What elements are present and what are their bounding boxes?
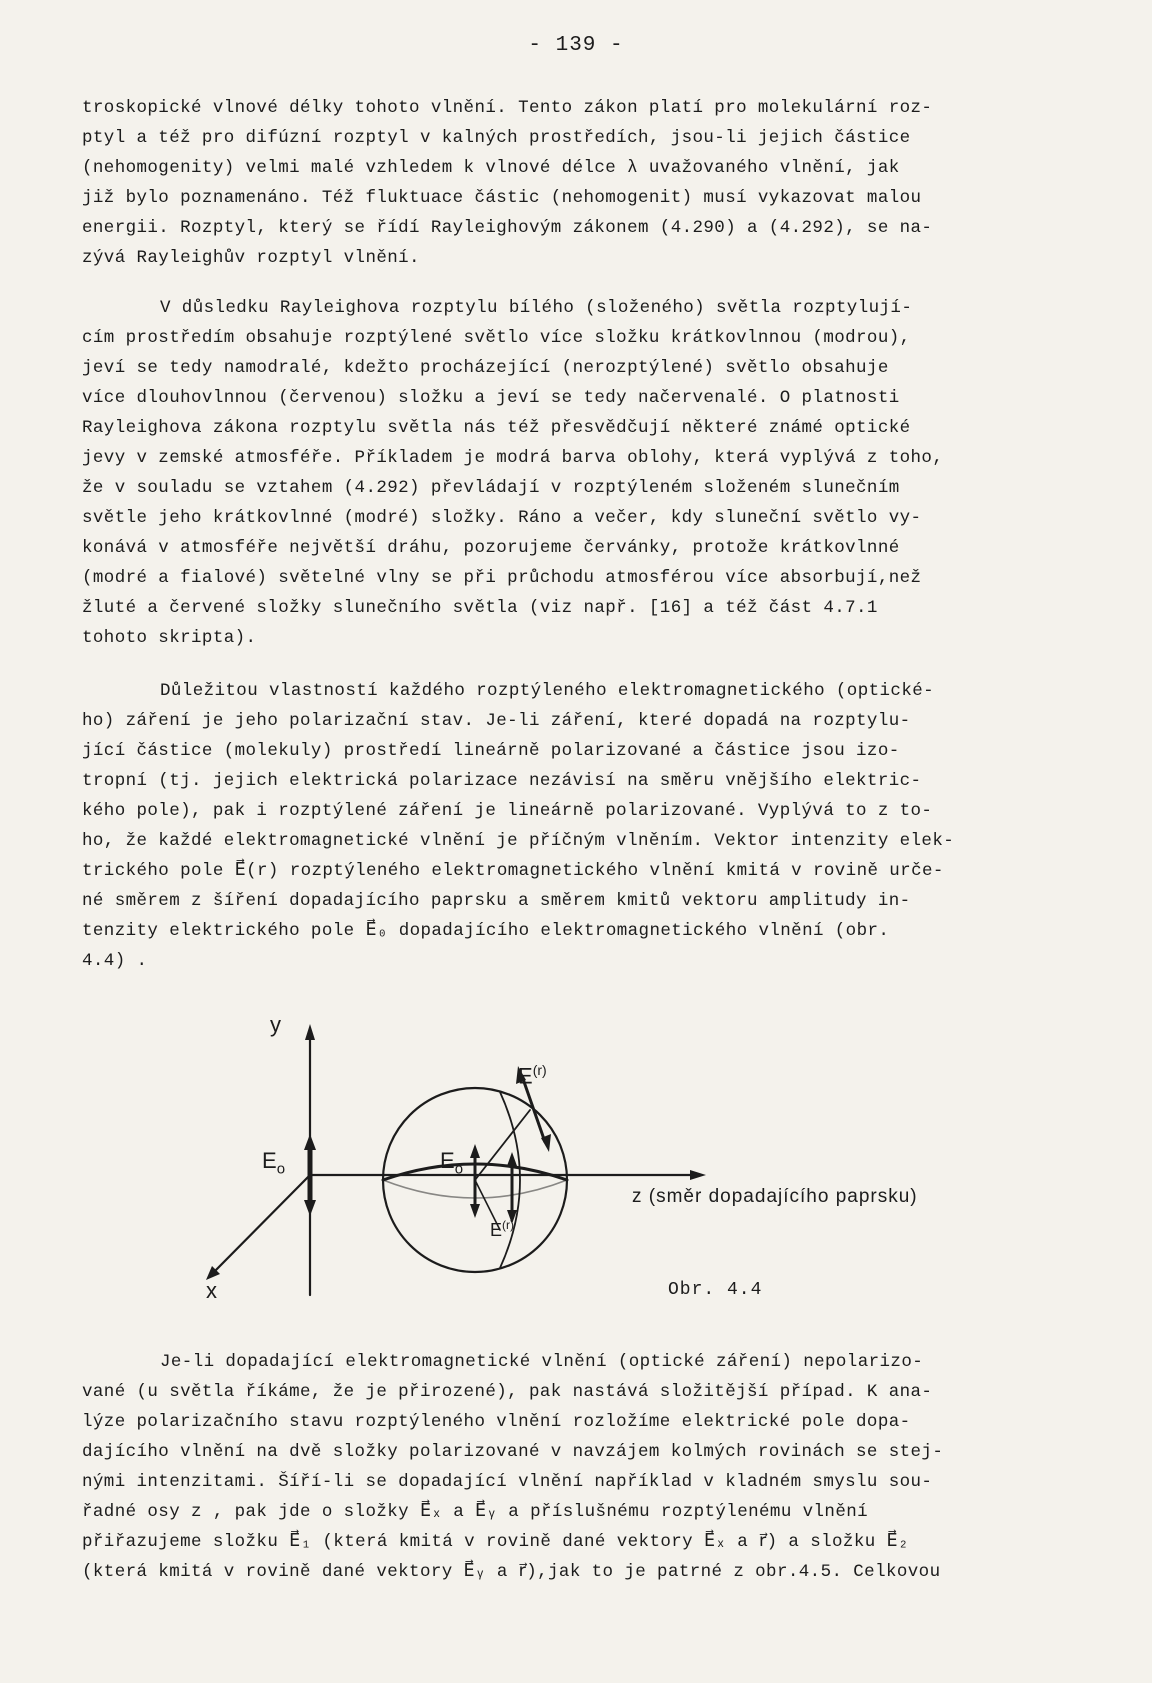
text-line: jevy v zemské atmosféře. Příkladem je modrá barva oblohy, která vyplývá z toho, [82, 448, 944, 468]
text-line: dajícího vlnění na dvě složky polarizované v navzájem kolmých rovinách se stej- [82, 1442, 944, 1462]
y-axis-arrowhead [305, 1024, 315, 1040]
paragraph-2 [82, 293, 1082, 653]
z-axis-arrowhead [690, 1170, 706, 1180]
page-number: - 139 - [528, 34, 624, 57]
text-line: tropní (tj. jejich elektrická polarizace nezávisí na směru vnějšího elektric- [82, 771, 922, 791]
e0-origin-arrowhead-up [304, 1134, 316, 1150]
text-line: nými intenzitami. Šíří-li se dopadající vlnění například v kladném smyslu sou- [82, 1472, 933, 1492]
text-line: tohoto skripta). [82, 628, 257, 648]
er-bottom-superscript: (r) [502, 1218, 515, 1232]
text-line: přiřazujeme složku E⃗₁ (která kmitá v rovině dané vektory E⃗ₓ a r⃗) a složku E⃗₂ [82, 1532, 909, 1552]
e0-center-subscript: o [454, 1160, 464, 1178]
x-axis-line [212, 1175, 310, 1274]
er-bottom-arrowhead-up [507, 1152, 517, 1166]
e0-center-label [440, 1148, 463, 1177]
er-top-superscript: (r) [532, 1062, 547, 1078]
paragraph-1 [82, 93, 1082, 273]
text-line: ho, že každé elektromagnetické vlnění je příčným vlněním. Vektor intenzity elek- [82, 831, 955, 851]
text-line: světle jeho krátkovlnné (modré) složky. Ráno a večer, kdy sluneční světlo vy- [82, 508, 922, 528]
er-bottom-symbol: E [490, 1220, 503, 1240]
text-line: Rayleighova zákona rozptylu světla nás též přesvědčují některé známé optické [82, 418, 911, 438]
er-top-label [518, 1062, 547, 1089]
text-line: né směrem z šíření dopadajícího paprsku a směrem kmitů vektoru amplitudy in- [82, 891, 911, 911]
y-axis-label: y [270, 1012, 281, 1037]
er-bottom-label [490, 1218, 514, 1241]
e0-center-arrowhead-down [470, 1204, 480, 1218]
text-line: (nehomogenity) velmi malé vzhledem k vlnové délce λ uvažovaného vlnění, jak [82, 158, 900, 178]
paragraph-4 [82, 1347, 1082, 1587]
e0-origin-label [262, 1148, 285, 1177]
figure-caption: Obr. 4.4 [668, 1280, 763, 1300]
text-line: cím prostředím obsahuje rozptýlené světlo více složku krátkovlnnou (modrou), [82, 328, 911, 348]
text-line: jící částice (molekuly) prostředí lineárně polarizované a částice jsou izo- [82, 741, 900, 761]
text-line: V důsledku Rayleighova rozptylu bílého (složeného) světla rozptylují- [160, 298, 913, 318]
e0-origin-symbol: E [262, 1148, 277, 1173]
text-line: kého pole), pak i rozptýlené záření je lineárně polarizované. Vyplývá to z to- [82, 801, 933, 821]
text-line: Je-li dopadající elektromagnetické vlnění (optické záření) nepolarizo- [160, 1352, 924, 1372]
e0-center-arrowhead-up [470, 1144, 480, 1158]
text-line: (modré a fialové) světelné vlny se při průchodu atmosférou více absorbují,než [82, 568, 922, 588]
text-line: konává v atmosféře největší dráhu, pozorujeme červánky, protože krátkovlnné [82, 538, 900, 558]
text-line: již bylo poznamenáno. Též fluktuace částic (nehomogenit) musí vykazovat malou [82, 188, 922, 208]
text-line: více dlouhovlnnou (červenou) složku a jeví se tedy načervenalé. O platnosti [82, 388, 900, 408]
text-line: ho) záření je jeho polarizační stav. Je-li záření, které dopadá na rozptylu- [82, 711, 911, 731]
text-line: zývá Rayleighův rozptyl vlnění. [82, 248, 420, 268]
text-line: žluté a červené složky slunečního světla (viz např. [16] a též část 4.7.1 [82, 598, 878, 618]
text-line: vané (u světla říkáme, že je přirozené), pak nastává složitější případ. K ana- [82, 1382, 933, 1402]
text-line: ptyl a též pro difúzní rozptyl v kalných prostředích, jsou-li jejich částice [82, 128, 911, 148]
text-line: energii. Rozptyl, který se řídí Rayleighovým zákonem (4.290) a (4.292), se na- [82, 218, 933, 238]
text-line: 4.4) . [82, 951, 148, 971]
paragraph-3 [82, 676, 1082, 976]
er-top-symbol: E [518, 1063, 533, 1089]
scattering-diagram [200, 1020, 1100, 1320]
text-line: že v souladu se vztahem (4.292) převládají v rozptýleném složeném slunečním [82, 478, 900, 498]
e0-origin-arrowhead-down [304, 1200, 316, 1216]
text-line: jeví se tedy namodralé, kdežto procházející (nerozptýlené) světlo obsahuje [82, 358, 889, 378]
z-axis-label: z (směr dopadajícího paprsku) [632, 1186, 918, 1207]
e0-origin-subscript: o [276, 1160, 286, 1178]
text-line: trického pole E⃗(r) rozptýleného elektromagnetického vlnění kmitá v rovině urče- [82, 861, 944, 881]
text-line: Důležitou vlastností každého rozptýleného elektromagnetického (optické- [160, 681, 935, 701]
text-line: řadné osy z , pak jde o složky E⃗ₓ a E⃗ᵧ a příslušnému rozptýlenému vlnění [82, 1502, 869, 1522]
sphere-meridian [500, 1092, 520, 1268]
e0-center-symbol: E [440, 1148, 455, 1173]
x-axis-label: x [206, 1278, 217, 1303]
text-line: troskopické vlnové délky tohoto vlnění. Tento zákon platí pro molekulární roz- [82, 98, 933, 118]
text-line: lýze polarizačního stavu rozptýleného vlnění rozložíme elektrické pole dopa- [82, 1412, 911, 1432]
text-line: tenzity elektrického pole E⃗₀ dopadajícího elektromagnetického vlnění (obr. [82, 921, 890, 941]
figure-4-4 [200, 1012, 1100, 1320]
text-line: (která kmitá v rovině dané vektory E⃗ᵧ a r⃗),jak to je patrné z obr.4.5. Celkovou [82, 1562, 941, 1582]
